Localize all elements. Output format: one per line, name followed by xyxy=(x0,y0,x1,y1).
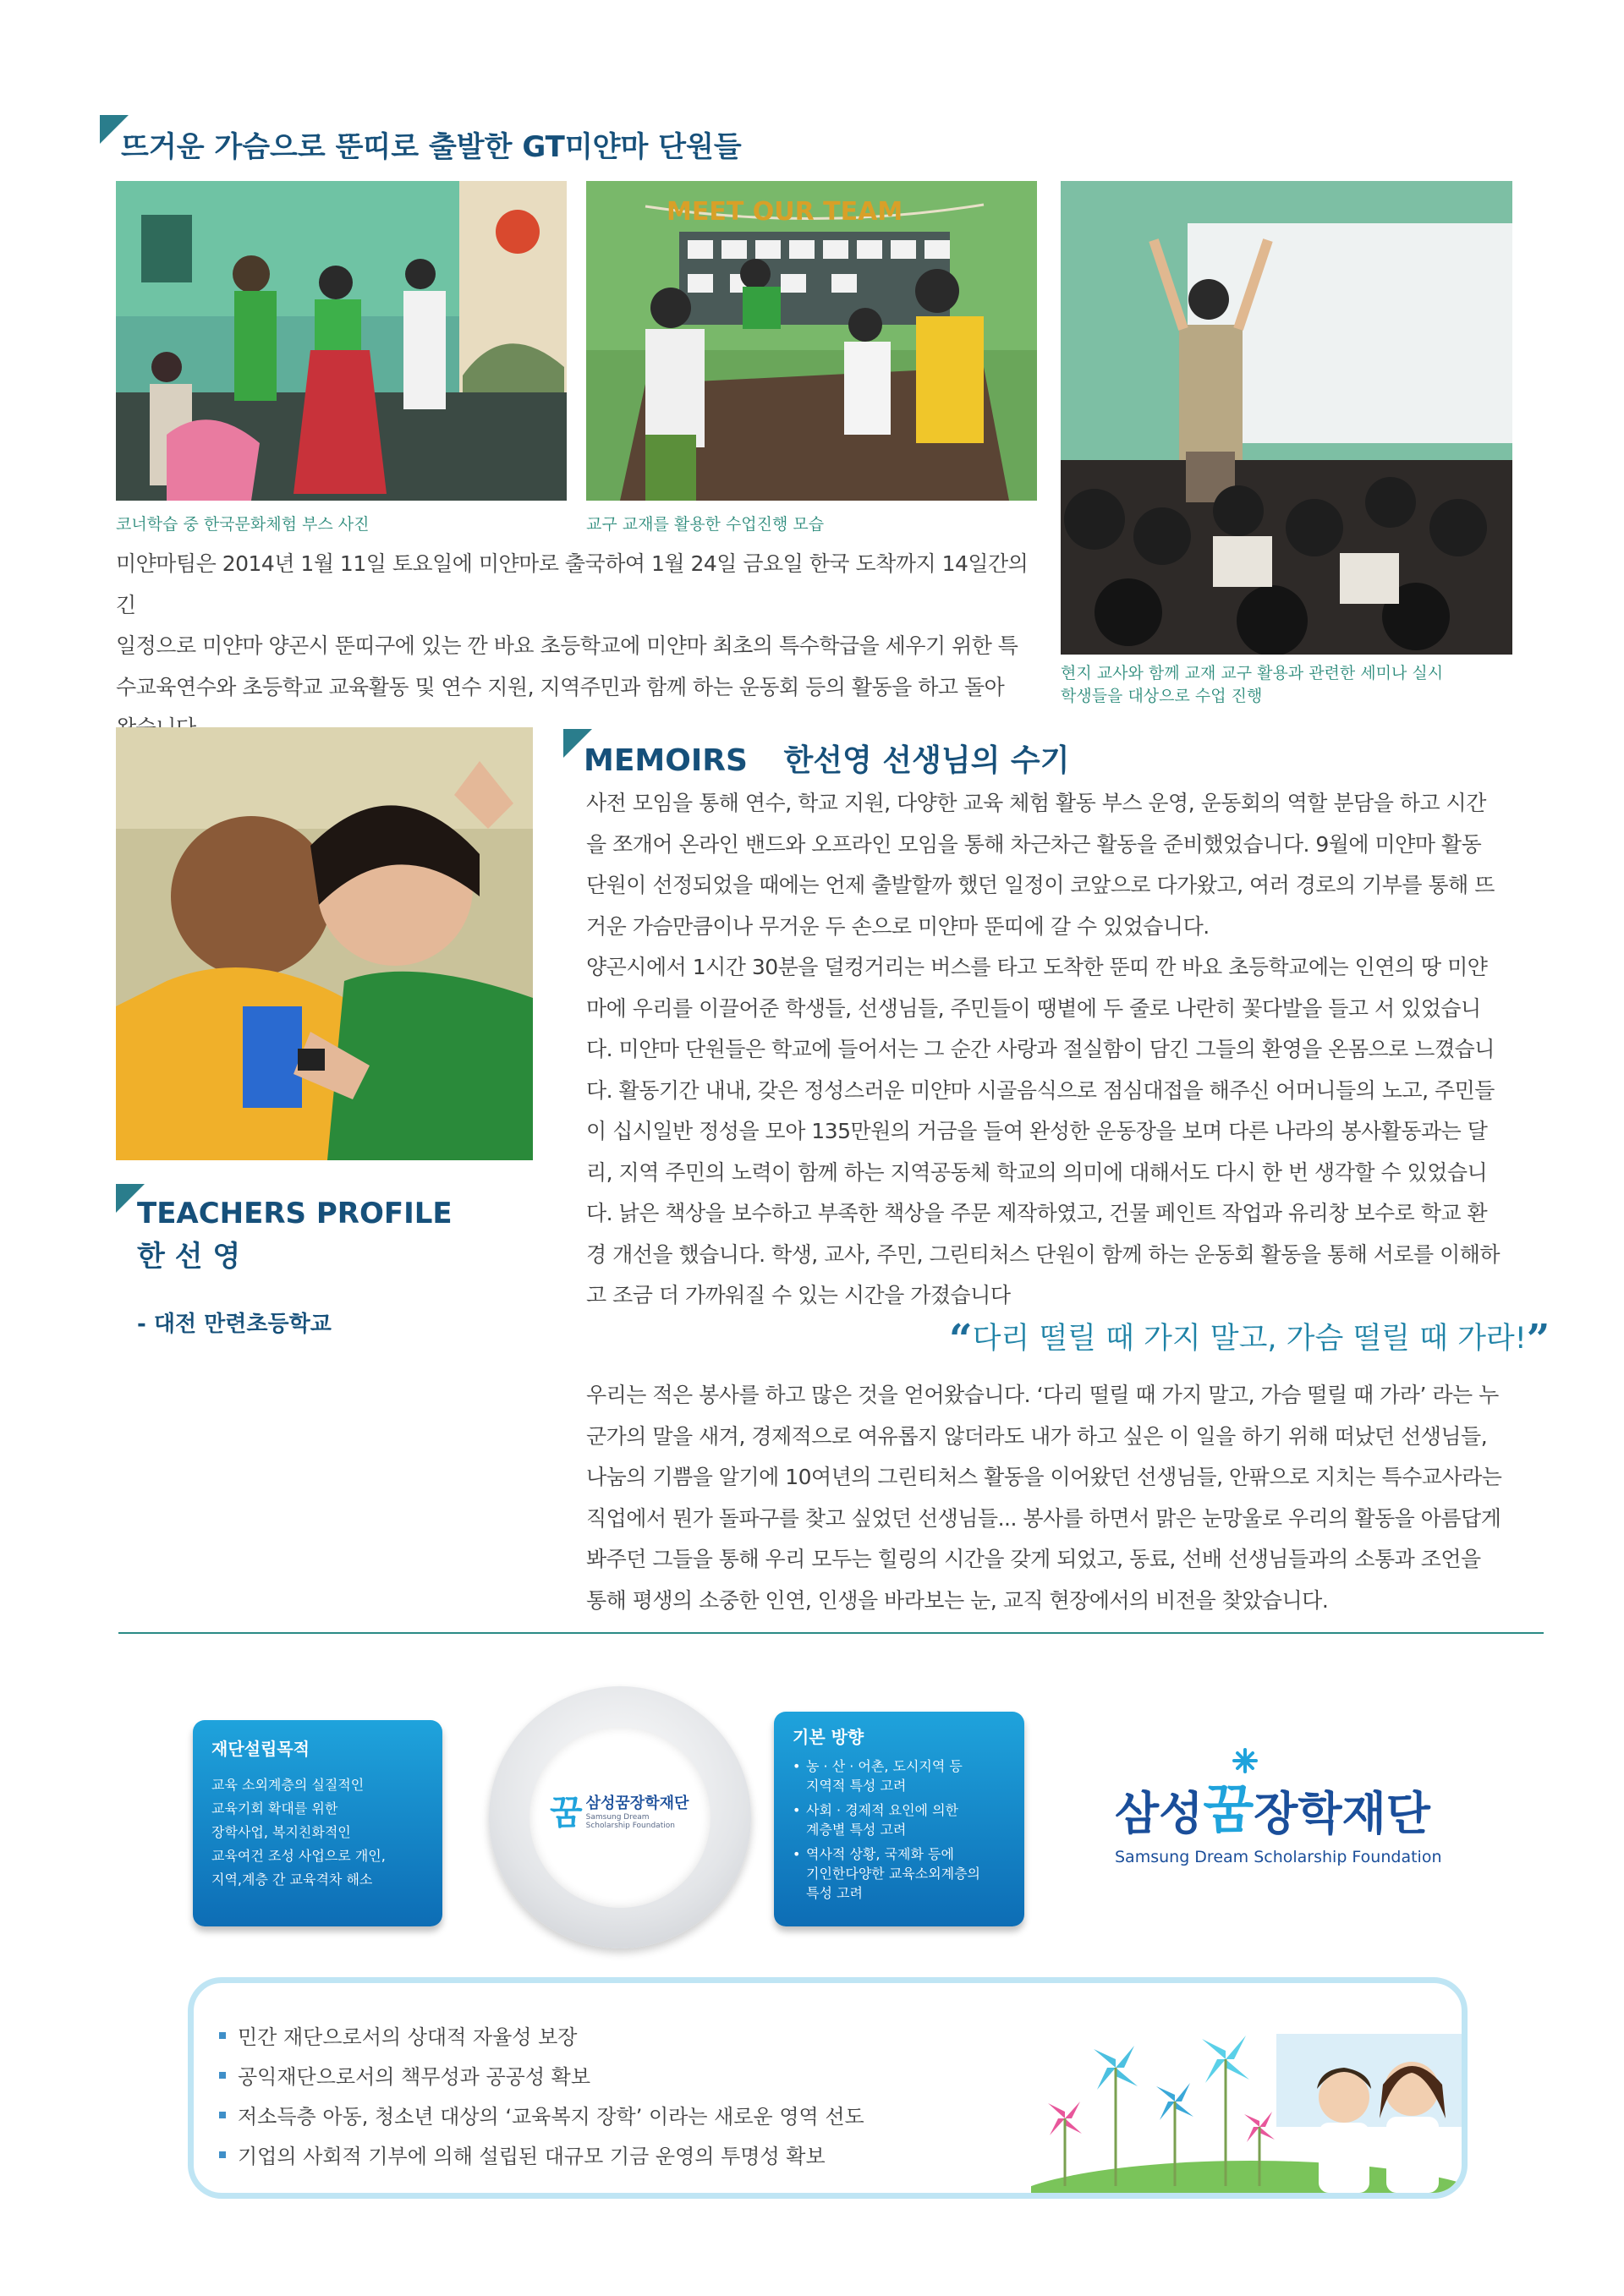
list-item xyxy=(219,2134,864,2174)
logo-text-part1: 삼성 xyxy=(1115,1787,1204,1840)
text-line: 우리는 적은 봉사를 하고 많은 것을 얻어왔습니다. ‘다리 떨릴 때 가지 말고, 가슴 떨릴 때 가라’ 라는 누 xyxy=(586,1383,1499,1407)
principle-text: 기업의 사회적 기부에 의해 설립된 대규모 기금 운영의 투명성 확보 xyxy=(238,2145,826,2168)
text-line: 양곤시에서 1시간 30분을 덜컹거리는 버스를 타고 도착한 뚠띠 깐 바요 초등학교에는 인연의 땅 미얀 xyxy=(586,955,1488,979)
text-line: 봐주던 그들을 통해 우리 모두는 힐링의 시간을 갖게 되었고, 동료, 선배 선생님들과의 소통과 조언을 xyxy=(586,1547,1481,1571)
quote-open-icon: “ xyxy=(949,1316,973,1363)
photo-seminar xyxy=(1061,181,1512,655)
purpose-line: 교육여건 조성 사업으로 개인, xyxy=(211,1848,386,1864)
pinwheel-children-illustration xyxy=(1031,2017,1462,2193)
text-line: 직업에서 뭔가 돌파구를 찾고 싶었던 선생님들... 봉사를 하면서 맑은 눈망울로 우리의 활동을 아름답게 xyxy=(586,1505,1501,1531)
direction-item: • 농 · 산 · 어촌, 도시지역 등 지역적 특성 고려 xyxy=(793,1756,1006,1795)
text-line: 다. 낡은 책상을 보수하고 부족한 책상을 주문 제작하였고, 건물 페인트 작업과 유리창 보수로 학교 환 xyxy=(586,1201,1488,1225)
text-line: 경 개선을 했습니다. 학생, 교사, 주민, 그린티처스 단원이 함께 하는 운동회 활동을 통해 서로를 이해하 xyxy=(586,1241,1501,1267)
memoirs-heading-en: MEMOIRS xyxy=(584,743,748,778)
principles-list xyxy=(219,2015,864,2174)
memoirs-heading-ko: 한선영 선생님의 수기 xyxy=(783,743,1070,778)
text-line: 고 조금 더 가까워질 수 있는 시간을 가졌습니다 xyxy=(586,1283,1011,1307)
center-logo-name: 삼성꿈장학재단 xyxy=(585,1794,689,1812)
divider xyxy=(118,1632,1544,1634)
quote-close-icon: ” xyxy=(1526,1316,1550,1363)
purpose-line: 교육기회 확대를 위한 xyxy=(211,1800,338,1817)
profile-school: - 대전 만련초등학교 xyxy=(137,1312,332,1337)
center-logo-en: Samsung Dream xyxy=(585,1812,650,1822)
photo-caption: 코너학습 중 한국문화체험 부스 사진 xyxy=(116,515,370,534)
text-line: 사전 모임을 통해 연수, 학교 지원, 다양한 교육 체험 활동 부스 운영, 운동회의 역할 분담을 하고 시간 xyxy=(586,791,1486,815)
text-line: 나눔의 기쁨을 알기에 10여년의 그린티처스 활동을 이어왔던 선생님들, 안팎으로 지치는 특수교사라는 xyxy=(586,1465,1502,1489)
memoirs-heading xyxy=(584,737,1070,780)
purpose-title: 재단설립목적 xyxy=(211,1739,310,1759)
logo-star-icon xyxy=(1232,1747,1259,1774)
direction-item: • 사회 · 경제적 요인에 의한 계층별 특성 고려 xyxy=(793,1800,1006,1839)
list-item xyxy=(219,2055,864,2095)
text-line: 을 쪼개어 온라인 밴드와 오프라인 모임을 통해 차근차근 활동을 준비했었습니다. 9월에 미얀마 활동 xyxy=(586,831,1482,857)
photo-caption: 교구 교재를 활용한 수업진행 모습 xyxy=(586,515,825,534)
logo-english: Samsung Dream Scholarship Foundation xyxy=(1115,1848,1442,1866)
foundation-emblem xyxy=(489,1686,751,1948)
memoirs-closing xyxy=(586,1375,1559,1621)
purpose-line: 장학사업, 복지친화적인 xyxy=(211,1824,351,1840)
principle-text: 저소득층 아동, 청소년 대상의 ‘교육복지 장학’ 이라는 새로운 영역 선도 xyxy=(238,2105,864,2129)
logo-text-part2: 장학재단 xyxy=(1254,1787,1430,1840)
logo-mark-icon: 꿈 xyxy=(1203,1778,1254,1840)
principles-box xyxy=(188,1977,1468,2199)
purpose-line: 지역,계층 간 교육격차 해소 xyxy=(211,1871,373,1888)
text-line: 단원이 선정되었을 때에는 언제 출발할까 했던 일정이 코앞으로 다가왔고, 여러 경로의 기부를 통해 뜨 xyxy=(586,873,1495,897)
logo-mark-icon: 꿈 xyxy=(550,1794,583,1833)
memoirs-body xyxy=(586,783,1559,1317)
quote-text: 다리 떨릴 때 가지 말고, 가슴 떨릴 때 가라! xyxy=(972,1322,1527,1356)
emblem-center xyxy=(529,1727,710,1908)
purpose-panel xyxy=(193,1720,442,1926)
profile-heading: TEACHERS PROFILE xyxy=(137,1197,453,1230)
bullet-icon xyxy=(219,2072,226,2079)
text-line: 군가의 말을 새겨, 경제적으로 여유롭지 않더라도 내가 하고 싶은 이 일을 하기 위해 떠났던 선생님들, xyxy=(586,1423,1488,1449)
list-item xyxy=(219,2095,864,2134)
principle-text: 민간 재단으로서의 상대적 자율성 보장 xyxy=(238,2025,578,2049)
direction-title: 기본 방향 xyxy=(793,1727,864,1747)
list-item xyxy=(219,2015,864,2055)
caption-line: 학생들을 대상으로 수업 진행 xyxy=(1061,687,1263,705)
text-line: 미얀마팀은 2014년 1월 11일 토요일에 미얀마로 출국하여 1월 24일 금요일 한국 도착까지 14일간의 긴 xyxy=(116,551,1029,617)
text-line: 이 십시일반 정성을 모아 135만원의 거금을 들여 완성한 운동장을 보며 다른 나라의 봉사활동과는 달 xyxy=(586,1119,1488,1143)
bullet-icon xyxy=(219,2032,226,2039)
bullet-icon xyxy=(219,2112,226,2118)
section-title: 뜨거운 가슴으로 뚠띠로 출발한 GT미얀마 단원들 xyxy=(121,130,742,164)
pull-quote xyxy=(949,1315,1558,1363)
text-line: 통해 평생의 소중한 인연, 인생을 바라보는 눈, 교직 현장에서의 비전을 찾았습니다. xyxy=(586,1587,1329,1613)
text-line: 거운 가슴만큼이나 무거운 두 손으로 미얀마 뚠띠에 갈 수 있었습니다. xyxy=(586,913,1210,939)
text-line: 리, 지역 주민의 노력이 함께 하는 지역공동체 학교의 의미에 대해서도 다시 한 번 생각할 수 있었습니 xyxy=(586,1159,1488,1185)
text-line: 다. 활동기간 내내, 갖은 정성스러운 미얀마 시골음식으로 점심대접을 해주신 어머니들의 노고, 주민들 xyxy=(586,1077,1495,1103)
photo-teaching-materials xyxy=(586,181,1037,501)
photo-teacher-portrait xyxy=(116,727,533,1160)
foundation-logo xyxy=(1115,1767,1442,1886)
center-logo-en: Scholarship Foundation xyxy=(585,1821,675,1830)
photo-caption xyxy=(1061,662,1443,708)
principle-text: 공익재단으로서의 책무성과 공공성 확보 xyxy=(238,2065,591,2089)
intro-paragraph xyxy=(116,544,1046,749)
text-line: 수교육연수와 초등학교 교육활동 및 연수 지원, 지역주민과 함께 하는 운동회 등의 활동을 하고 돌아 xyxy=(116,674,1005,699)
text-line: 일정으로 미얀마 양곤시 뚠띠구에 있는 깐 바요 초등학교에 미얀마 최초의 특수학급을 세우기 위한 특 xyxy=(116,633,1018,658)
caption-line: 현지 교사와 함께 교재 교구 활용과 관련한 세미나 실시 xyxy=(1061,664,1444,682)
text-line: 마에 우리를 이끌어준 학생들, 선생님들, 주민들이 땡볕에 두 줄로 나란히 꽃다발을 들고 서 있었습니 xyxy=(586,995,1481,1021)
direction-panel xyxy=(774,1712,1024,1926)
purpose-line: 교육 소외계층의 실질적인 xyxy=(211,1777,365,1793)
photo-culture-booth xyxy=(116,181,567,501)
profile-name: 한 선 영 xyxy=(137,1240,241,1274)
photo-banner-text: MEET OUR TEAM xyxy=(667,197,903,227)
text-line: 다. 미얀마 단원들은 학교에 들어서는 그 순간 사랑과 절실함이 담긴 그들의 환영을 온몸으로 느꼈습니 xyxy=(586,1037,1495,1061)
direction-item: • 역사적 상황, 국제화 등에 기인한다양한 교육소외계층의 특성 고려 xyxy=(793,1844,1006,1903)
bullet-icon xyxy=(219,2151,226,2158)
